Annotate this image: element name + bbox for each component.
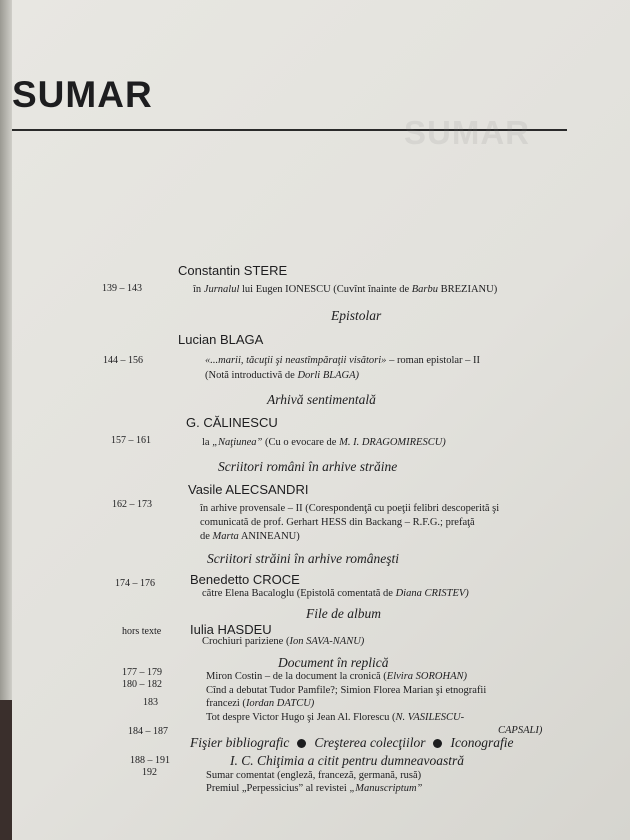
contents-page — [12, 0, 630, 840]
pages-alecsandri: 162 – 173 — [112, 499, 152, 510]
pages-croce: 174 – 176 — [115, 578, 155, 589]
entry-document-line1: Miron Costin – de la document la cronică (Elvira SOROHAN) — [206, 671, 467, 682]
section-epistolar: Epistolar — [331, 308, 382, 323]
entry-alecsandri-line1: în arhive provensale – II (Corespondenţă cu poeţii felibri descoperită şi — [200, 503, 500, 514]
bleed-through-title: SUMAR — [404, 114, 530, 151]
author-hasdeu: Iulia HASDEU — [190, 622, 272, 637]
pages-stere: 139 – 143 — [102, 283, 142, 294]
entry-document-line3: francezi (Iordan DATCU) — [206, 698, 315, 709]
section-album: File de album — [306, 606, 381, 621]
pages-document-3: 183 — [143, 697, 158, 708]
pages-chitimia-2: 192 — [142, 767, 157, 778]
entry-document-line4: Tot despre Victor Hugo şi Jean Al. Florescu (N. VASILESCU- — [206, 712, 465, 723]
fisier-line: Fişier bibliografic Creşterea colecţiilor Iconografie — [190, 735, 514, 750]
author-calinescu: G. CĂLINESCU — [186, 415, 278, 430]
author-blaga: Lucian BLAGA — [178, 332, 264, 347]
entry-croce: către Elena Bacaloglu (Epistolă comentată de Diana CRISTEV) — [202, 588, 469, 599]
entry-calinescu: la „Naţiunea” (Cu o evocare de M. I. DRAGOMIRESCU) — [202, 437, 446, 448]
bullet-icon — [433, 739, 442, 748]
entry-document-line2: Cînd a debutat Tudor Pamfile?; Simion Florea Marian şi etnografii — [206, 685, 487, 696]
entry-alecsandri-line2: comunicată de prof. Gerhart HESS din Backang – R.F.G.; prefaţă — [200, 517, 475, 528]
pages-hasdeu: hors texte — [122, 626, 162, 637]
entry-stere: în Jurnalul lui Eugen IONESCU (Cuvînt înainte de Barbu BREZIANU) — [193, 284, 498, 295]
section-chitimia: I. C. Chiţimia a citit pentru dumneavoastră — [230, 753, 464, 768]
section-document: Document în replică — [278, 655, 389, 670]
entry-chitimia-line1: Sumar comentat (engleză, franceză, germană, rusă) — [206, 770, 422, 781]
entry-document-line5: CAPSALI) — [498, 725, 543, 736]
pages-chitimia-1: 188 – 191 — [130, 755, 170, 766]
pages-fisier: 184 – 187 — [128, 726, 168, 737]
entry-hasdeu: Crochiuri pariziene (Ion SAVA-NANU) — [202, 636, 365, 647]
pages-blaga: 144 – 156 — [103, 355, 143, 366]
page-title: SUMAR — [12, 74, 153, 115]
entry-blaga-line2: (Notă introductivă de Dorli BLAGA) — [205, 370, 359, 381]
author-stere: Constantin STERE — [178, 263, 288, 278]
section-arhiva: Arhivă sentimentală — [267, 392, 376, 407]
section-scriitori-romani: Scriitori români în arhive străine — [218, 459, 398, 474]
author-alecsandri: Vasile ALECSANDRI — [188, 482, 309, 497]
entry-blaga-line1: «...marii, tăcuţii şi neastîmpăraţii visători» – roman epistolar – II — [205, 355, 481, 366]
entry-alecsandri-line3: de Marta ANINEANU) — [200, 531, 300, 542]
book-spine — [0, 700, 12, 840]
entry-chitimia-line2: Premiul „Perpessicius” al revistei „Manuscriptum” — [206, 783, 423, 794]
author-croce: Benedetto CROCE — [190, 572, 300, 587]
section-scriitori-straini: Scriitori străini în arhive româneşti — [207, 551, 400, 566]
pages-document-2: 180 – 182 — [122, 679, 162, 690]
bullet-icon — [297, 739, 306, 748]
pages-document-1: 177 – 179 — [122, 667, 162, 678]
pages-calinescu: 157 – 161 — [111, 435, 151, 446]
